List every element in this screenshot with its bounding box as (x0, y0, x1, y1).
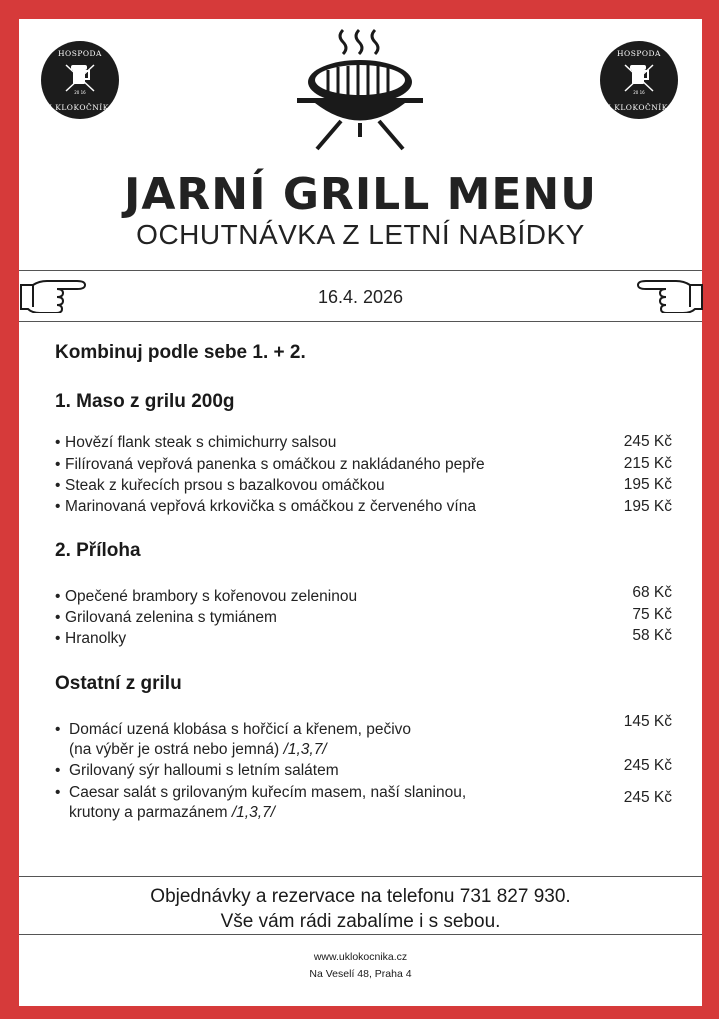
list-item (55, 609, 277, 627)
item-name: Filírovaná vepřová panenka s omáčkou z nakládaného pepře (65, 456, 485, 473)
logo-left (41, 41, 119, 119)
footer (19, 949, 702, 983)
logo-bottom-text: U KLOKOČNÍKA (45, 103, 115, 112)
item-price: 145 Kč (623, 713, 672, 730)
item-price: 195 Kč (623, 476, 672, 493)
divider (19, 270, 702, 271)
item-price: 245 Kč (623, 433, 672, 450)
bullet: • (55, 588, 61, 605)
item-price: 195 Kč (623, 498, 672, 515)
item-note: (na výběr je ostrá nebo jemná) (69, 741, 280, 758)
menu-date: 16.4. 2026 (317, 287, 404, 307)
list-item (55, 434, 336, 452)
item-price: 245 Kč (623, 757, 672, 774)
grill-icon (293, 25, 427, 155)
item-name: Grilovaná zelenina s tymiánem (65, 609, 277, 626)
item-name: Steak z kuřecích prsou s bazalkovou omáčkou (65, 477, 385, 494)
list-item (55, 588, 357, 606)
item-price: 58 Kč (632, 627, 672, 644)
list-item (55, 456, 485, 474)
bullet: • (55, 721, 61, 738)
logo-bottom-text: U KLOKOČNÍKA (604, 103, 674, 112)
list-item (55, 498, 476, 516)
item-name: Marinovaná vepřová krkovička s omáčkou z červeného vína (65, 498, 476, 515)
bullet: • (55, 784, 61, 801)
logo-years: 20 16 (633, 90, 645, 95)
section-heading-meat: 1. Maso z grilu 200g (55, 391, 235, 412)
item-name: Grilovaný sýr halloumi s letním salátem (69, 762, 339, 779)
allergens: /1,3,7/ (283, 741, 327, 758)
logo-top-text: HOSPODA (617, 49, 661, 58)
bullet: • (55, 498, 61, 515)
menu-subtitle: OCHUTNÁVKA Z LETNÍ NABÍDKY (136, 219, 585, 250)
bullet: • (55, 456, 61, 473)
list-item (55, 720, 411, 760)
list-item (55, 630, 126, 648)
item-name: Hovězí flank steak s chimichurry salsou (65, 434, 337, 451)
menu-page (19, 19, 702, 1006)
order-info (19, 884, 702, 934)
divider (19, 876, 702, 877)
logo-top-text: HOSPODA (58, 49, 102, 58)
pointing-hand-icon (634, 279, 704, 313)
bullet: • (55, 609, 61, 626)
list-item (55, 761, 339, 781)
section-heading-other: Ostatní z grilu (55, 673, 182, 694)
address: Na Veselí 48, Praha 4 (309, 968, 412, 980)
list-item (55, 783, 466, 823)
bullet: • (55, 630, 61, 647)
item-price: 75 Kč (632, 606, 672, 623)
order-line: Vše vám rádi zabalíme i s sebou. (220, 911, 501, 932)
item-name: Caesar salát s grilovaným kuřecím masem, naší slaninou, (69, 784, 467, 801)
item-price: 68 Kč (632, 584, 672, 601)
logo-right (600, 41, 678, 119)
order-line: Objednávky a rezervace na telefonu 731 827 930. (150, 886, 571, 907)
divider (19, 934, 702, 935)
item-note: krutony a parmazánem (69, 804, 228, 821)
item-price: 245 Kč (623, 789, 672, 806)
item-name: Opečené brambory s kořenovou zeleninou (65, 588, 358, 605)
menu-title: JARNÍ GRILL MENU (124, 169, 597, 220)
intro-heading: Kombinuj podle sebe 1. + 2. (55, 342, 306, 363)
item-name: Hranolky (65, 630, 127, 647)
bullet: • (55, 434, 61, 451)
item-price: 215 Kč (623, 455, 672, 472)
website-link[interactable]: www.uklokocnika.cz (313, 951, 408, 963)
divider (19, 321, 702, 322)
bullet: • (55, 477, 61, 494)
section-heading-side: 2. Příloha (55, 540, 141, 561)
bullet: • (55, 762, 61, 779)
list-item (55, 477, 385, 495)
allergens: /1,3,7/ (231, 804, 275, 821)
item-name: Domácí uzená klobása s hořčicí a křenem, pečivo (69, 721, 412, 738)
logo-years: 20 16 (74, 90, 86, 95)
